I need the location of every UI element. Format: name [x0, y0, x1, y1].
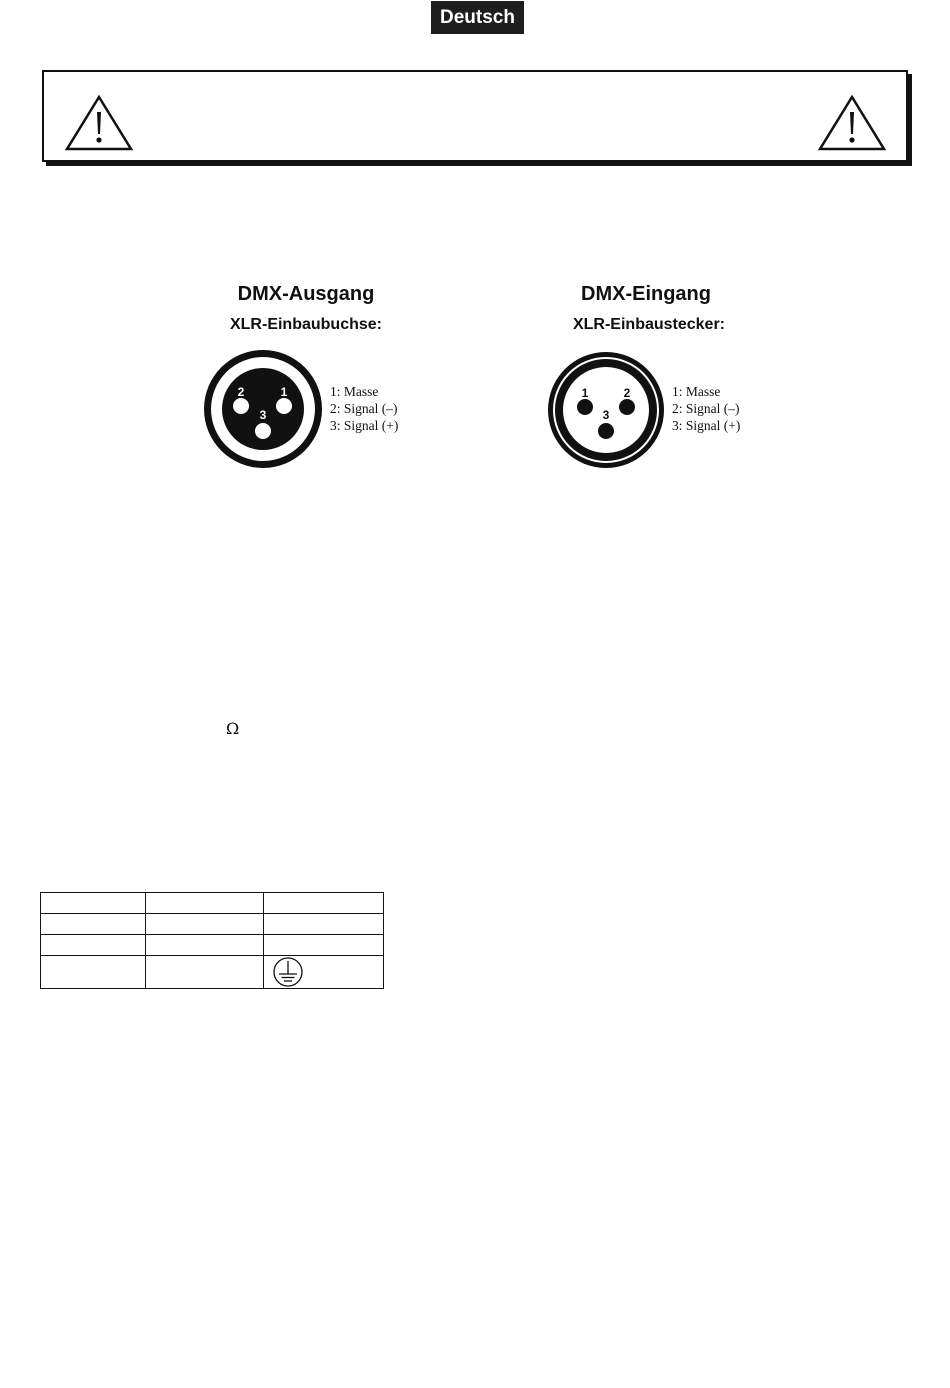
dmx-input-title: DMX-Eingang	[581, 283, 711, 305]
warning-triangle-icon	[64, 94, 134, 152]
warning-triangle-icon	[817, 94, 887, 152]
table-cell	[264, 914, 384, 935]
warning-box	[42, 70, 908, 162]
table-cell	[41, 956, 146, 989]
table-row	[41, 914, 384, 935]
dmx-output-title: DMX-Ausgang	[237, 283, 375, 305]
dmx-output-pin-list	[330, 383, 398, 434]
xlr-female-socket-diagram	[202, 348, 324, 470]
table-cell	[264, 935, 384, 956]
face-pin-label: 2	[623, 386, 631, 400]
face-pin-label: 3	[259, 408, 267, 422]
protective-earth-icon	[268, 956, 308, 988]
face-pin-label: 1	[280, 385, 288, 399]
face-pin-label: 3	[602, 408, 610, 422]
table-row	[41, 956, 384, 989]
table-cell	[146, 914, 264, 935]
pin-label: 2: Signal (–)	[330, 401, 398, 416]
table-cell	[146, 893, 264, 914]
pin-label: 2: Signal (–)	[672, 401, 740, 416]
pin-label: 3: Signal (+)	[672, 418, 741, 433]
table-cell	[41, 914, 146, 935]
table-cell	[41, 893, 146, 914]
pin-label: 1: Masse	[330, 384, 379, 399]
dmx-output-subtitle: XLR-Einbaubuchse:	[229, 316, 382, 333]
face-pin-label: 2	[237, 385, 245, 399]
table-cell	[264, 956, 384, 989]
table-cell	[264, 893, 384, 914]
language-badge: Deutsch	[431, 1, 524, 34]
table-row	[41, 893, 384, 914]
face-pin-label: 1	[581, 386, 589, 400]
table-cell	[41, 935, 146, 956]
ohm-symbol: Ω	[226, 719, 240, 738]
dmx-input-subtitle: XLR-Einbaustecker:	[572, 316, 726, 333]
table-row	[41, 935, 384, 956]
table-cell	[146, 956, 264, 989]
wiring-table	[40, 892, 384, 989]
pin-label: 1: Masse	[672, 384, 721, 399]
dmx-input-pin-list	[672, 383, 740, 434]
pin-label: 3: Signal (+)	[330, 418, 399, 433]
table-cell	[146, 935, 264, 956]
xlr-male-plug-diagram	[546, 350, 666, 470]
